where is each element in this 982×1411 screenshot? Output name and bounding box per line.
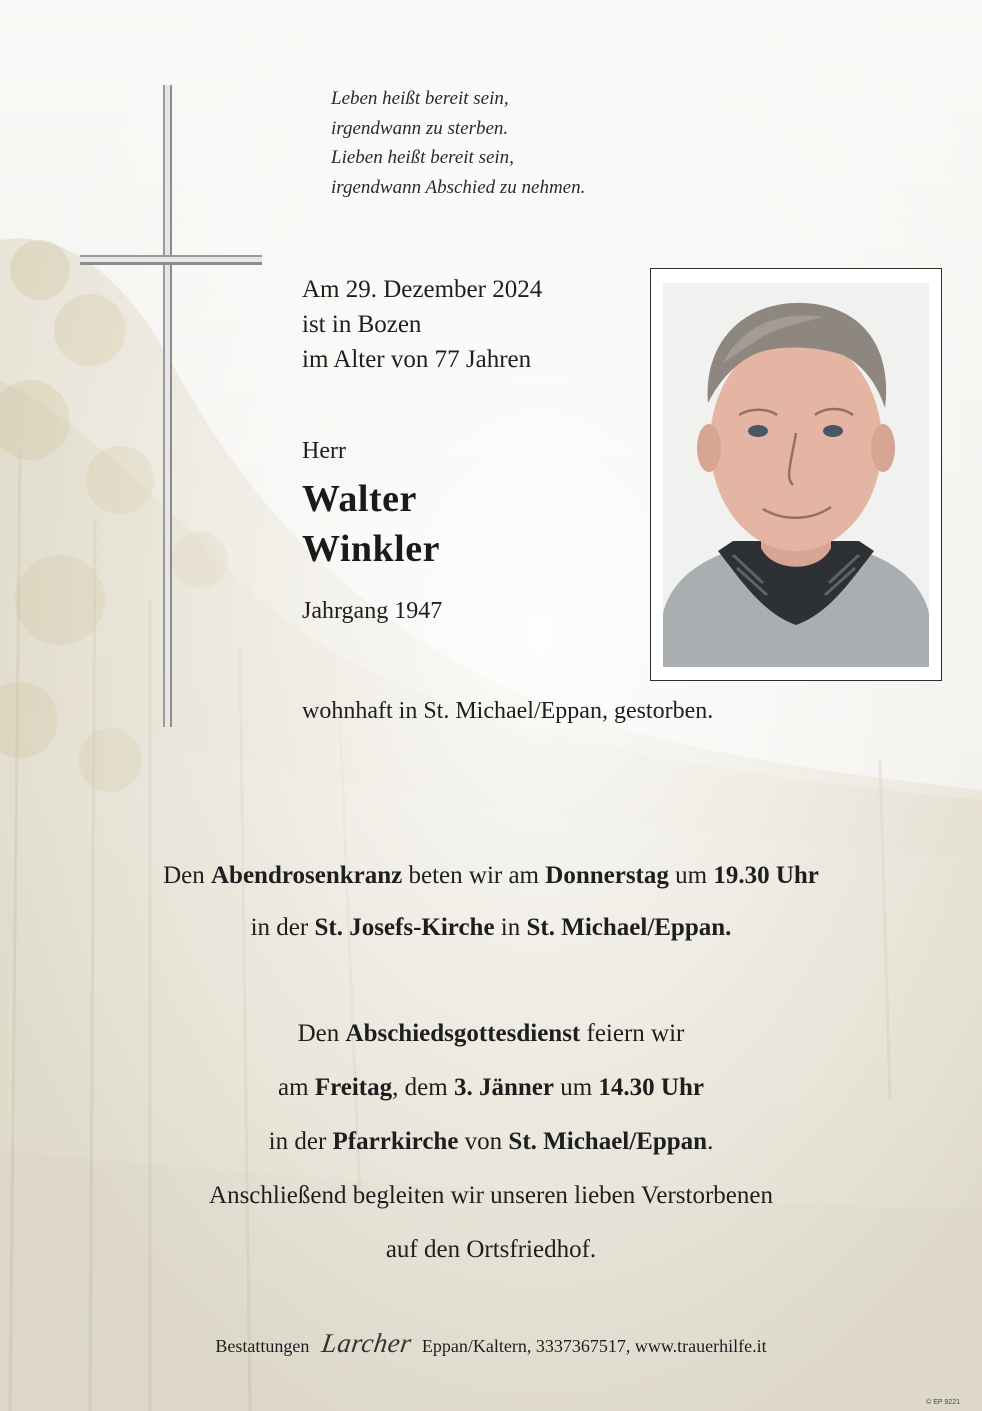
first-name: Walter [302,478,417,520]
place-of-death: ist in Bozen [302,311,422,338]
mass-line-1 [0,1007,982,1061]
quote-line: irgendwann zu sterben. [331,117,509,139]
rosary-text: Den [163,862,211,889]
mass-text: . [707,1128,714,1155]
last-name: Winkler [302,528,440,570]
rosary-text: um [668,862,714,889]
cross-vertical-bar [163,85,172,727]
mass-text: um [553,1074,599,1101]
footer-contact: Eppan/Kaltern, 3337367517, www.trauerhilfe.it [421,1336,767,1356]
death-notice-intro [302,272,542,377]
footer-prefix: Bestattungen [215,1336,310,1356]
birth-year: Jahrgang 1947 [302,598,443,624]
rosary-line-2 [0,902,982,954]
quote-line: Lieben heißt bereit sein, [331,147,514,168]
portrait-photo [663,283,929,667]
funeral-mass-announcement [0,1007,982,1277]
rosary-church: St. Josefs-Kirche [314,914,495,941]
mass-text: Den [297,1020,346,1047]
portrait-frame [650,268,942,681]
memorial-quote [331,84,585,202]
rosary-announcement [0,850,982,954]
mass-time: 14.30 Uhr [598,1074,704,1101]
mass-text: am [278,1074,315,1101]
mass-text: in der [268,1128,333,1155]
funeral-home-logo: Larcher [319,1328,414,1358]
rosary-day: Donnerstag [545,862,669,889]
rosary-place: St. Michael/Eppan. [526,914,732,941]
funeral-home-footer [0,1328,982,1359]
mass-line-3 [0,1115,982,1169]
date-of-death: Am 29. Dezember 2024 [302,276,543,303]
rosary-line-1 [0,850,982,902]
mass-line-5: auf den Ortsfriedhof. [385,1236,597,1263]
rosary-text: in der [250,914,315,941]
rosary-text: beten wir am [402,862,546,889]
quote-line: irgendwann Abschied zu nehmen. [331,176,586,198]
mass-day: Freitag [314,1074,393,1101]
cross-horizontal-bar [80,255,262,265]
quote-line: Leben heißt bereit sein, [331,88,509,109]
rosary-event: Abendrosenkranz [211,862,403,889]
rosary-text: in [494,914,527,941]
print-code: © EP 9221 [926,1399,960,1406]
mass-line-4: Anschließend begleiten wir unseren lieben Verstorbenen [209,1182,773,1209]
residence-text: wohnhaft in St. Michael/Eppan, gestorben. [302,698,714,724]
age-at-death: im Alter von 77 Jahren [302,346,532,373]
mass-church: Pfarrkirche [332,1128,459,1155]
mass-text: , dem [392,1074,454,1101]
mass-date: 3. Jänner [453,1074,554,1101]
mass-text: von [458,1128,509,1155]
salutation: Herr [302,438,346,464]
rosary-time: 19.30 Uhr [713,862,819,889]
mass-event: Abschiedsgottesdienst [345,1020,581,1047]
mass-line-2 [0,1061,982,1115]
mass-place: St. Michael/Eppan [508,1128,708,1155]
mass-text: feiern wir [580,1020,685,1047]
